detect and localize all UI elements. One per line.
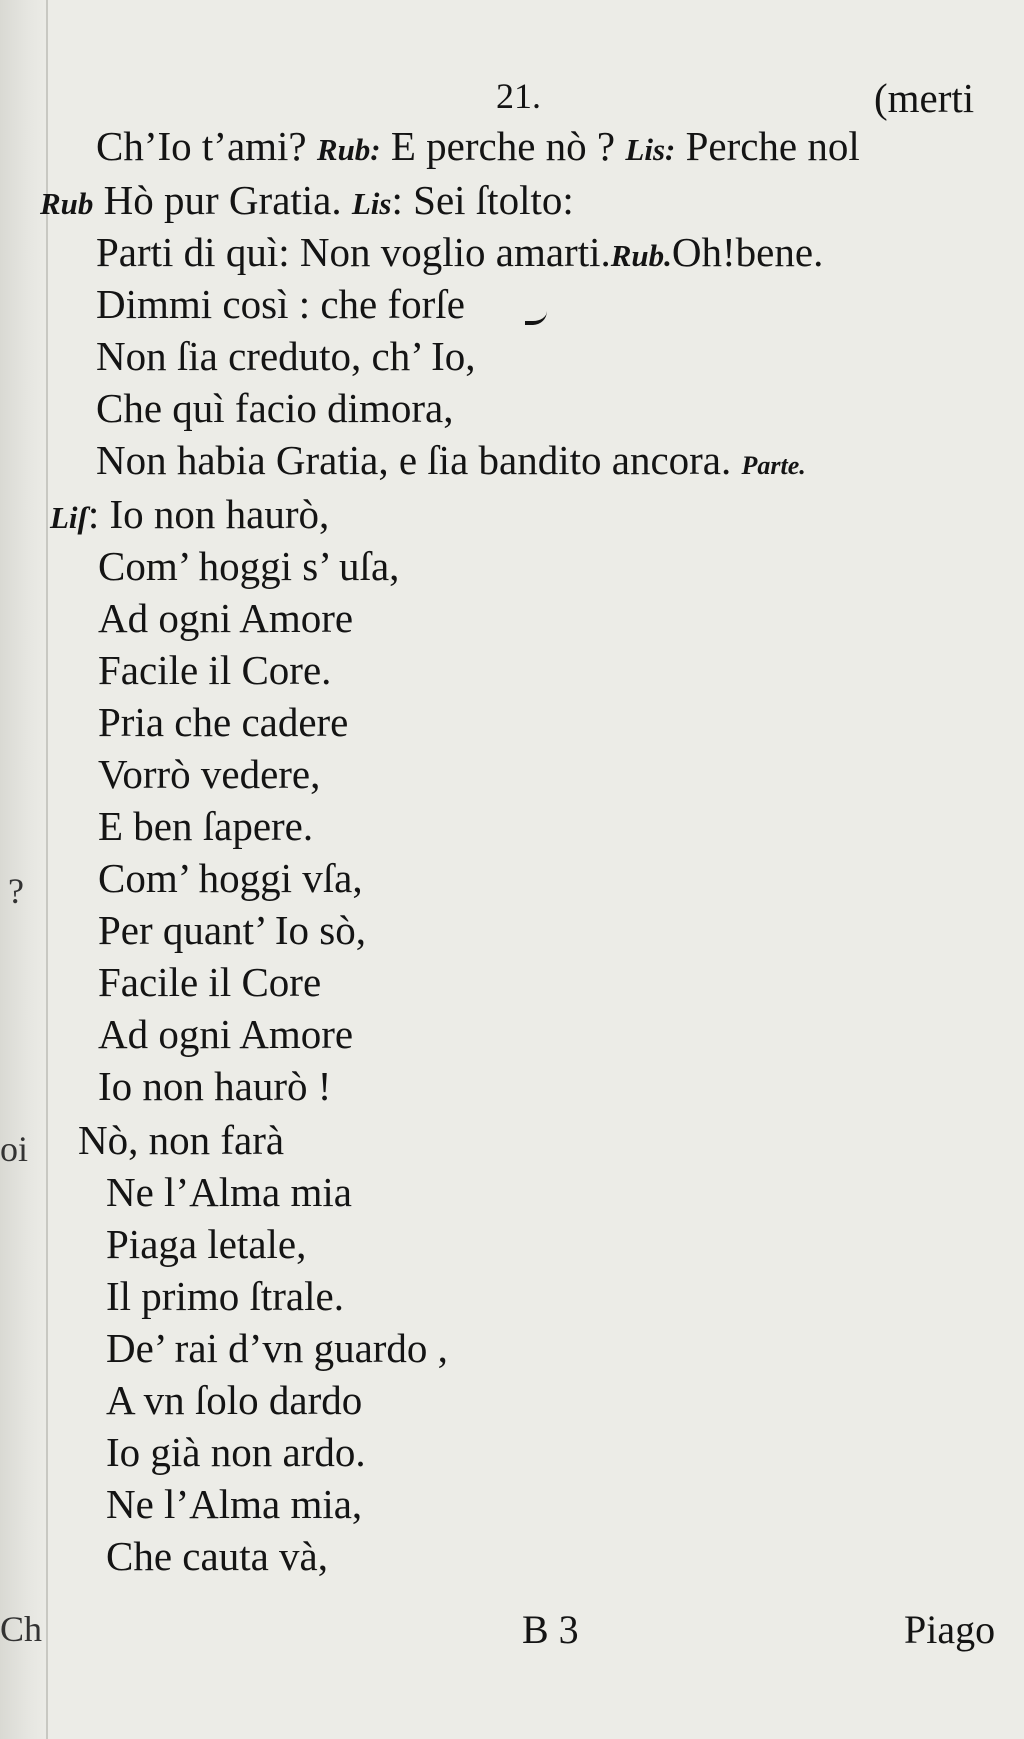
verse-line: Facile il Core — [98, 959, 322, 1005]
verse-line: Pria che cadere — [98, 699, 349, 745]
signature-mark: B 3 — [522, 1607, 579, 1652]
verse-line: Vorrò vedere, — [98, 751, 321, 797]
page-number: 21. — [496, 76, 541, 116]
verse-line: Nò, non farà — [78, 1117, 285, 1163]
verse-line: Non habia Gratia, e ſia bandito ancora. Parte. — [96, 437, 806, 483]
verse-line: Piaga letale, — [106, 1221, 307, 1267]
verse-line: Che cauta và, — [106, 1533, 328, 1579]
verse-line: Non ſia creduto, ch’ Io, — [96, 333, 476, 379]
verse-line: A vn ſolo dardo — [106, 1377, 363, 1423]
verse-line: Com’ hoggi s’ uſa, — [98, 543, 400, 589]
page-fold — [46, 0, 48, 1739]
verse-line: De’ rai d’vn guardo , — [106, 1325, 448, 1371]
verse-line: E ben ſapere. — [98, 803, 314, 849]
catchword-bottom: Piago — [904, 1607, 996, 1652]
verse-line: Ne l’Alma mia — [106, 1169, 352, 1215]
margin-fragment: ? — [8, 871, 24, 911]
margin-fragment: Ch — [0, 1609, 43, 1649]
verse-line: Ne l’Alma mia, — [106, 1481, 363, 1527]
verse-line: Io già non ardo. — [106, 1429, 366, 1475]
verse-line: Per quant’ Io sò, — [98, 907, 366, 953]
verse-line: Ad ogni Amore — [98, 1011, 354, 1057]
swash-ornament — [525, 307, 547, 325]
verse-line: Rub Hò pur Gratia. Lis: Sei ſtolto: — [40, 177, 574, 223]
verse-line: Parti di quì: Non voglio amarti.Rub.Oh!bene. — [96, 229, 824, 275]
verse-line: Ad ogni Amore — [98, 595, 354, 641]
verse-line: Liſ: Io non haurò, — [50, 491, 330, 537]
verse-line: Com’ hoggi vſa, — [98, 855, 363, 901]
verse-line: Io non haurò ! — [98, 1063, 332, 1109]
verse-line: Facile il Core. — [98, 647, 332, 693]
verse-line: Ch’Io t’ami? Rub: E perche nò ? Lis: Perche nol — [96, 123, 860, 169]
catchword-top: (merti — [874, 75, 975, 121]
verse-line: Che quì facio dimora, — [96, 385, 454, 431]
verse-line: Il primo ſtrale. — [106, 1273, 344, 1319]
margin-fragment: oi — [0, 1129, 29, 1169]
verse-line: Dimmi così : che forſe — [96, 281, 465, 327]
